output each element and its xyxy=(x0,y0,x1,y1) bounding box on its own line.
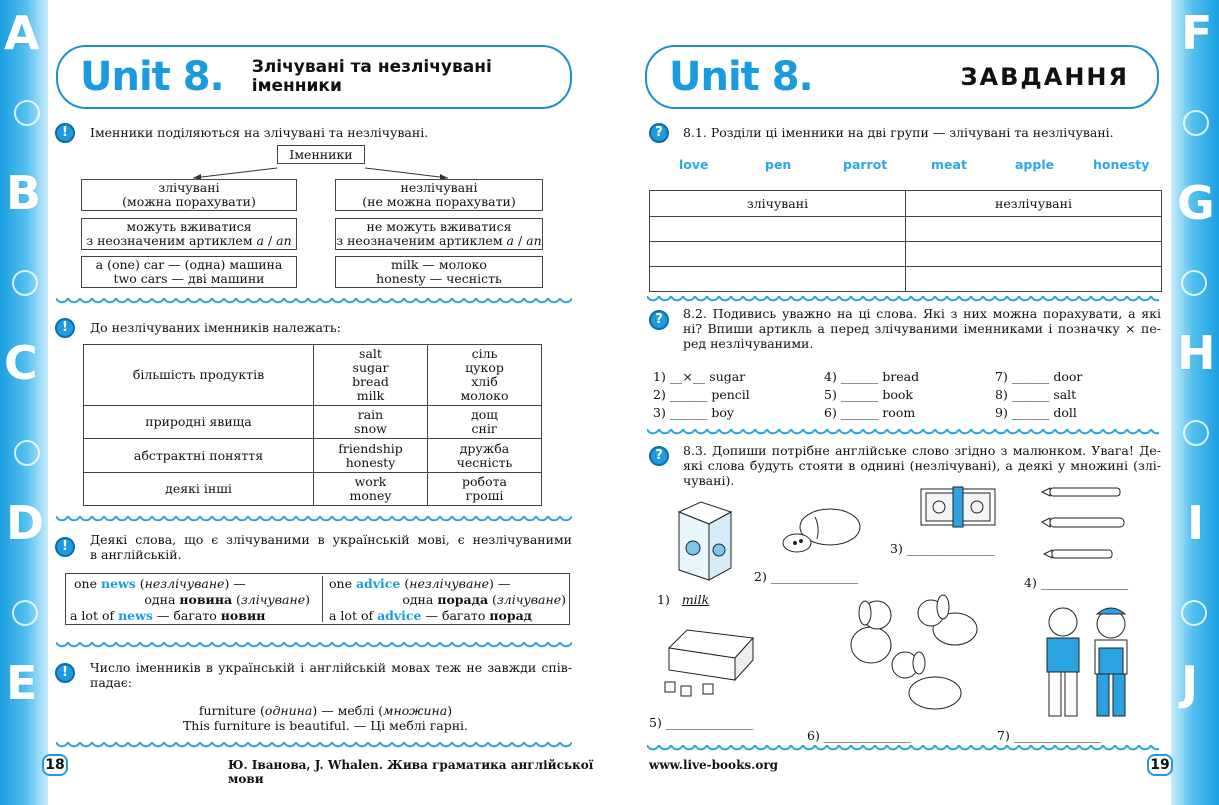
exclamation-icon: ! xyxy=(55,123,75,143)
answer-2[interactable]: 2) ______________ xyxy=(754,569,859,584)
exercise-item[interactable]: 8) ______ salt xyxy=(995,387,1077,402)
strip-letter-e: E xyxy=(6,656,38,710)
unit-title: Unit 8. xyxy=(80,54,224,100)
page-number: 19 xyxy=(1147,754,1173,776)
page-number: 18 xyxy=(42,754,68,776)
news-column: one news (незлічуване) — одна новина (злічуване) a lot of news — багато новин xyxy=(70,576,310,623)
left-page xyxy=(45,0,603,805)
countable-box: злічувані (можна порахувати) xyxy=(81,179,297,211)
strip-letter-d: D xyxy=(6,496,45,550)
money-picture xyxy=(917,483,1001,531)
divider xyxy=(56,516,572,524)
dogs-picture xyxy=(835,585,1005,720)
answer-cell[interactable] xyxy=(650,242,906,267)
answer-cell[interactable] xyxy=(906,217,1162,242)
task81-table xyxy=(649,190,1162,292)
answer-cell[interactable] xyxy=(650,267,906,292)
exercise-item[interactable]: 6) ______ room xyxy=(824,405,916,420)
task82-text: 8.2. Подивись уважно на ці слова. Які з них можна порахувати, а які ні? Впиши артикль a перед злічуваними іменниками і позначку × пе- ред незлічуваними. xyxy=(683,306,1161,351)
answer-1[interactable]: 1) milk xyxy=(657,592,710,607)
bread-picture xyxy=(775,503,865,558)
word-item: apple xyxy=(1015,157,1055,172)
col-countable: злічувані xyxy=(650,191,906,217)
word-item: pen xyxy=(765,157,792,172)
right-page xyxy=(625,0,1171,805)
answer-6[interactable]: 6) ______________ xyxy=(807,728,912,743)
answer-7[interactable]: 7) ______________ xyxy=(997,728,1102,743)
section2-intro: До незлічуваних іменників належать: xyxy=(90,320,341,335)
answer-3[interactable]: 3) ______________ xyxy=(890,541,995,556)
exclamation-icon: ! xyxy=(55,663,75,683)
table-row xyxy=(84,345,542,406)
footer-text: Ю. Іванова, J. Whalen. Жива граматика англійської мови xyxy=(228,758,594,786)
unit-banner xyxy=(645,45,1159,109)
english-cell: salt sugar bread milk xyxy=(314,345,428,406)
doodle-icon xyxy=(1181,270,1207,296)
doodle-icon xyxy=(14,100,40,126)
divider xyxy=(647,296,1159,304)
exercise-item[interactable]: 5) ______ book xyxy=(824,387,913,402)
countable-article-box: можуть вживатися з неозначеним артиклем a / an xyxy=(81,218,297,250)
task83-text: 8.3. Допиши потрібне англійське слово згідно з малюнком. Увага! Де- які слова будуть стояти в однині (незлічувані), а деякі у множині (злі- чувані). xyxy=(683,443,1161,488)
divider xyxy=(647,429,1159,437)
ukrainian-cell: дощ сніг xyxy=(428,406,542,439)
pens-picture xyxy=(1040,484,1134,564)
exercise-item[interactable]: 2) ______ pencil xyxy=(653,387,750,402)
strip-letter-a: A xyxy=(4,6,40,60)
boys-picture xyxy=(1033,604,1143,722)
question-icon: ? xyxy=(649,123,669,143)
doodle-icon xyxy=(1181,600,1207,626)
answer-cell[interactable] xyxy=(906,242,1162,267)
section1-intro: Іменники поділяються на злічувані та незлічувані. xyxy=(90,125,429,140)
doodle-icon xyxy=(12,600,38,626)
word-item: meat xyxy=(931,157,967,172)
strip-letter-h: H xyxy=(1177,326,1216,380)
table-row xyxy=(84,473,542,506)
strip-letter-b: B xyxy=(6,166,42,220)
unit-banner xyxy=(56,45,572,109)
divider xyxy=(647,745,1159,753)
word-item: honesty xyxy=(1093,157,1150,172)
doodle-icon xyxy=(1183,110,1209,136)
question-icon: ? xyxy=(649,310,669,330)
divider xyxy=(56,298,572,306)
col-uncountable: незлічувані xyxy=(906,191,1162,217)
tasks-title: ЗАВДАННЯ xyxy=(960,63,1129,91)
footer-url: www.live-books.org xyxy=(649,758,779,772)
ukrainian-cell: робота гроші xyxy=(428,473,542,506)
strip-letter-i: I xyxy=(1187,496,1205,550)
exercise-item[interactable]: 4) ______ bread xyxy=(824,369,920,384)
answer-cell[interactable] xyxy=(906,267,1162,292)
table-row xyxy=(84,406,542,439)
ukrainian-cell: дружба чесність xyxy=(428,439,542,473)
exclamation-icon: ! xyxy=(55,318,75,338)
countable-example-box: a (one) car — (одна) машина two cars — дві машини xyxy=(81,256,297,288)
strip-letter-g: G xyxy=(1177,176,1215,230)
english-cell: work money xyxy=(314,473,428,506)
strip-letter-f: F xyxy=(1181,6,1213,60)
answer-cell[interactable] xyxy=(650,217,906,242)
exclamation-icon: ! xyxy=(55,537,75,557)
section3-text: Деякі слова, що є злічуваними в українській мові, є незлічуваними в англійській. xyxy=(90,532,572,562)
uncountable-box: незлічувані (не можна порахувати) xyxy=(335,179,543,211)
question-icon: ? xyxy=(649,446,669,466)
right-decorative-strip xyxy=(1171,0,1219,805)
unit-subtitle: Злічувані та незлічувані іменники xyxy=(251,57,492,96)
word-item: love xyxy=(679,157,709,172)
uncountable-table xyxy=(83,344,542,506)
english-cell: rain snow xyxy=(314,406,428,439)
section4-text: Число іменників в українській і англійській мовах теж не завжди спів- падає: xyxy=(90,660,572,690)
answer-5[interactable]: 5) ______________ xyxy=(649,715,754,730)
answer-4[interactable]: 4) ______________ xyxy=(1024,575,1129,590)
ukrainian-cell: сіль цукор хліб молоко xyxy=(428,345,542,406)
uncountable-example-box: milk — молоко honesty — чесність xyxy=(335,256,543,288)
exercise-item[interactable]: 3) ______ boy xyxy=(653,405,734,420)
task81-text: 8.1. Розділи ці іменники на дві групи — злічувані та незлічувані. xyxy=(683,125,1114,140)
exercise-item[interactable]: 9) ______ doll xyxy=(995,405,1077,420)
news-advice-box xyxy=(65,573,570,625)
milk-carton-picture xyxy=(673,498,739,584)
nouns-root-box: Іменники xyxy=(277,145,365,164)
left-decorative-strip xyxy=(0,0,48,805)
word-item: parrot xyxy=(843,157,888,172)
uncountable-article-box: не можуть вживатися з неозначеним артиклем a / an xyxy=(336,219,542,248)
unit-title: Unit 8. xyxy=(669,54,813,100)
english-cell: friendship honesty xyxy=(314,439,428,473)
category-cell: більшість продуктів xyxy=(84,345,314,406)
category-cell: абстрактні поняття xyxy=(84,439,314,473)
divider xyxy=(56,642,572,650)
strip-letter-j: J xyxy=(1181,656,1199,710)
category-cell: деякі інші xyxy=(84,473,314,506)
divider xyxy=(56,742,572,750)
advice-column: one advice (незлічуване) — одна порада (злічуване) a lot of advice — багато порад xyxy=(322,576,566,622)
strip-letter-c: C xyxy=(4,336,38,390)
furniture-example: furniture (однина) — меблі (множина) This furniture is beautiful. — Ці меблі гарні. xyxy=(182,703,469,733)
table-row xyxy=(84,439,542,473)
doodle-icon xyxy=(14,440,40,466)
doodle-icon xyxy=(1183,420,1209,446)
sugar-cubes-picture xyxy=(661,622,757,702)
category-cell: природні явища xyxy=(84,406,314,439)
exercise-item[interactable]: 7) ______ door xyxy=(995,369,1083,384)
doodle-icon xyxy=(12,270,38,296)
exercise-item[interactable]: 1) __×__ sugar xyxy=(653,369,746,384)
